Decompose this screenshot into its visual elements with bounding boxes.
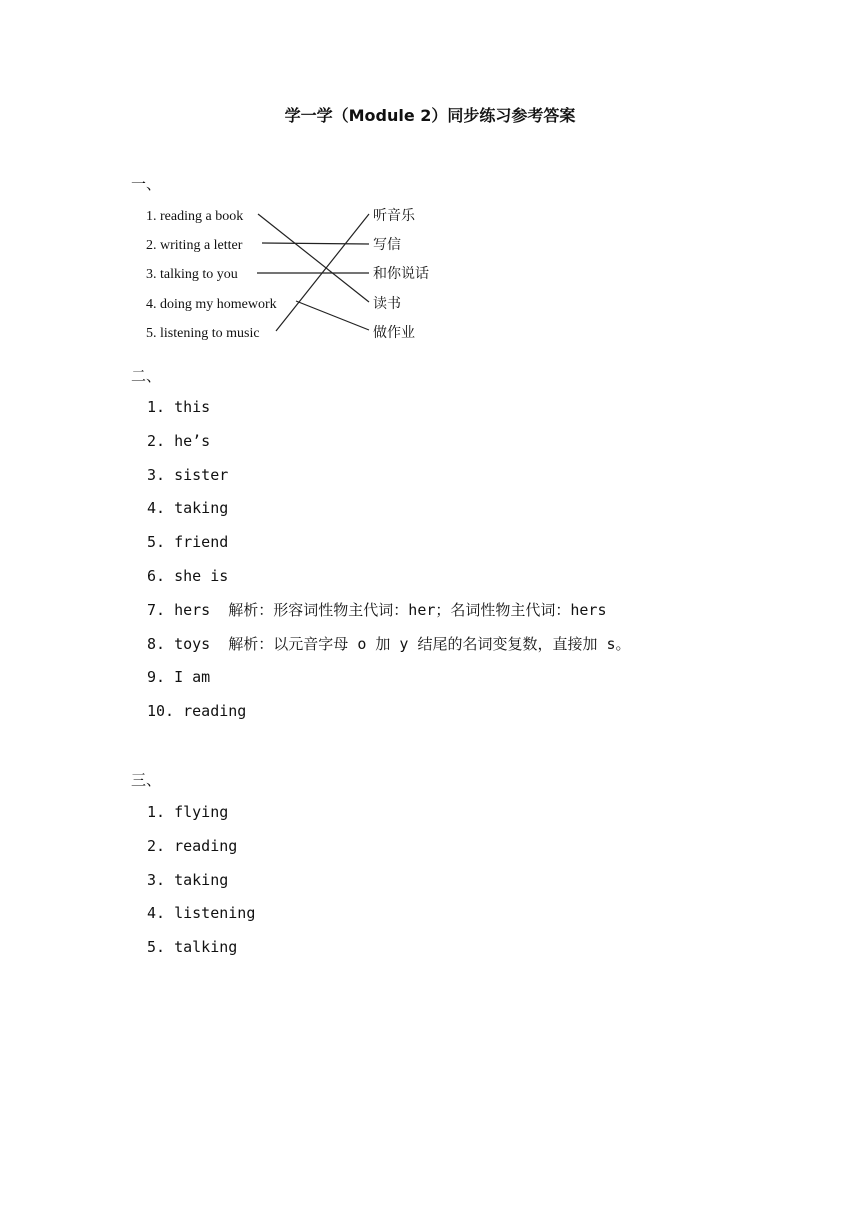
section-two-answer-list — [147, 391, 631, 729]
answer-text: taking — [174, 499, 229, 518]
answer-number: 5. — [147, 533, 166, 552]
answer-item — [147, 560, 631, 594]
answer-text: taking — [174, 870, 229, 889]
match-line — [258, 214, 369, 302]
match-line — [262, 243, 369, 244]
match-left-item: 1. reading a book — [146, 209, 244, 224]
answer-number: 2. — [147, 836, 166, 855]
answer-item — [147, 661, 631, 695]
section-one-heading: 一、 — [131, 175, 162, 193]
answer-item — [147, 628, 631, 662]
match-left-item: 5. listening to music — [146, 326, 260, 341]
match-right-item: 听音乐 — [373, 208, 415, 224]
answer-item — [147, 425, 631, 459]
answer-number: 1. — [147, 803, 166, 821]
section-two-heading: 二、 — [131, 367, 162, 385]
answer-number: 3. — [147, 465, 166, 484]
answer-number: 7. — [147, 600, 166, 619]
answer-item — [147, 526, 631, 560]
answer-item — [147, 391, 631, 425]
answer-explanation: 解析：形容词性物主代词：her；名词性物主代词：hers — [228, 600, 607, 619]
answer-text: reading — [174, 836, 238, 855]
match-left-item: 2. writing a letter — [146, 238, 243, 253]
answer-number: 4. — [147, 904, 166, 923]
page-title: 学一学（Module 2）同步练习参考答案 — [284, 106, 576, 125]
match-left-item: 3. talking to you — [146, 267, 238, 282]
answer-text: he’s — [174, 431, 211, 450]
section-three-answer-list — [147, 796, 255, 965]
answer-item — [147, 594, 631, 628]
answer-item — [147, 897, 255, 931]
answer-text: sister — [174, 465, 229, 484]
match-line — [296, 301, 369, 330]
answer-text: hers — [174, 600, 211, 619]
answer-item — [147, 492, 631, 526]
matching-figure — [0, 0, 860, 360]
answer-text: I am — [174, 668, 211, 687]
match-right-item: 做作业 — [373, 325, 415, 341]
match-right-item: 读书 — [373, 296, 401, 312]
answer-number: 4. — [147, 499, 166, 518]
answer-number: 6. — [147, 566, 166, 585]
answer-item — [147, 695, 631, 729]
answer-text: flying — [174, 803, 229, 821]
answer-text: listening — [174, 904, 256, 923]
answer-item — [147, 796, 255, 830]
answer-number: 10. — [147, 702, 175, 721]
match-right-item: 和你说话 — [373, 266, 429, 282]
answer-number: 2. — [147, 431, 166, 450]
answer-item — [147, 459, 631, 493]
answer-number: 8. — [147, 634, 166, 653]
match-left-item: 4. doing my homework — [146, 297, 277, 312]
answer-explanation: 解析：以元音字母 o 加 y 结尾的名词变复数，直接加 s。 — [228, 634, 631, 653]
answer-item — [147, 830, 255, 864]
match-right-item: 写信 — [373, 237, 401, 253]
section-three-heading: 三、 — [131, 771, 162, 789]
answer-text: she is — [174, 566, 229, 585]
answer-item — [147, 864, 255, 898]
answer-number: 1. — [147, 398, 166, 416]
answer-number: 9. — [147, 668, 166, 687]
answer-text: reading — [183, 702, 247, 721]
answer-text: this — [174, 398, 211, 416]
answer-number: 3. — [147, 870, 166, 889]
answer-text: talking — [174, 938, 238, 957]
answer-number: 5. — [147, 938, 166, 957]
answer-item — [147, 931, 255, 965]
answer-text: friend — [174, 533, 229, 552]
answer-text: toys — [174, 634, 211, 653]
